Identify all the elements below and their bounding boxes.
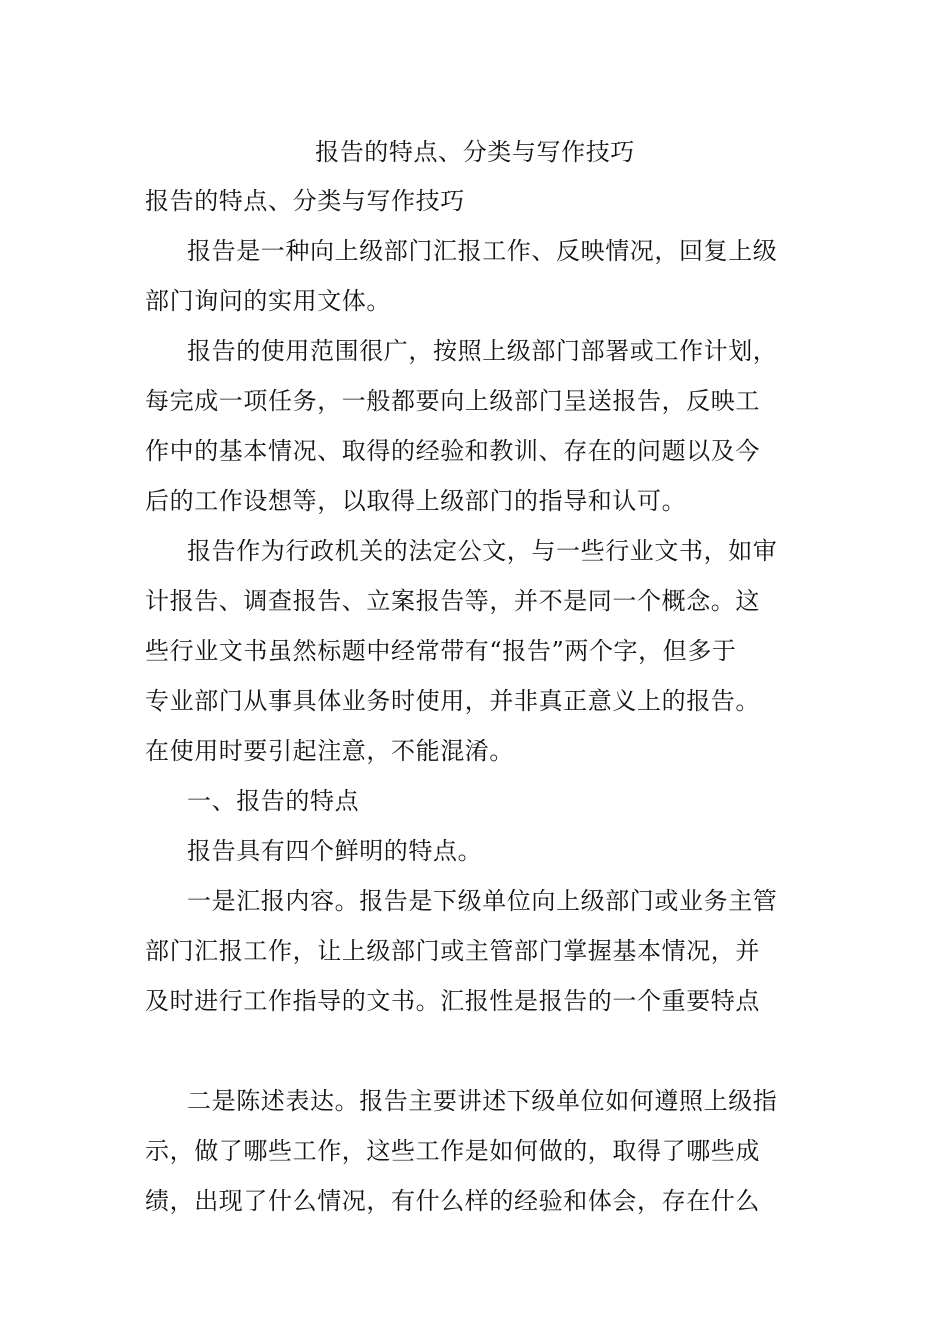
paragraph-line: 部门询问的实用文体。 <box>145 287 391 315</box>
paragraph-line: 绩，出现了什么情况，有什么样的经验和体会，存在什么 <box>145 1187 760 1215</box>
subtitle-line: 报告的特点、分类与写作技巧 <box>145 187 465 215</box>
paragraph-line: 示，做了哪些工作，这些工作是如何做的，取得了哪些成 <box>145 1137 760 1165</box>
paragraph-line: 及时进行工作指导的文书。汇报性是报告的一个重要特点 <box>145 987 760 1015</box>
paragraph-line: 作中的基本情况、取得的经验和教训、存在的问题以及今 <box>145 437 760 465</box>
paragraph-line: 计报告、调查报告、立案报告等，并不是同一个概念。这 <box>145 587 760 615</box>
section-heading: 一、报告的特点 <box>187 787 360 815</box>
paragraph-line: 后的工作设想等，以取得上级部门的指导和认可。 <box>145 487 687 515</box>
paragraph-line: 二是陈述表达。报告主要讲述下级单位如何遵照上级指 <box>187 1087 778 1115</box>
paragraph-line: 一是汇报内容。报告是下级单位向上级部门或业务主管 <box>187 887 778 915</box>
paragraph-line: 报告具有四个鲜明的特点。 <box>187 837 483 865</box>
paragraph-line: 在使用时要引起注意，不能混淆。 <box>145 737 514 765</box>
paragraph-line: 报告作为行政机关的法定公文，与一些行业文书，如审 <box>187 537 778 565</box>
paragraph-line: 部门汇报工作，让上级部门或主管部门掌握基本情况，并 <box>145 937 760 965</box>
document-title: 报告的特点、分类与写作技巧 <box>315 138 635 166</box>
paragraph-line: 些行业文书虽然标题中经常带有“报告”两个字，但多于 <box>145 637 737 665</box>
paragraph-line: 专业部门从事具体业务时使用，并非真正意义上的报告。 <box>145 687 760 715</box>
paragraph-line: 报告是一种向上级部门汇报工作、反映情况，回复上级 <box>187 237 778 265</box>
paragraph-line: 报告的使用范围很广，按照上级部门部署或工作计划， <box>187 337 778 365</box>
paragraph-line: 每完成一项任务，一般都要向上级部门呈送报告，反映工 <box>145 387 760 415</box>
